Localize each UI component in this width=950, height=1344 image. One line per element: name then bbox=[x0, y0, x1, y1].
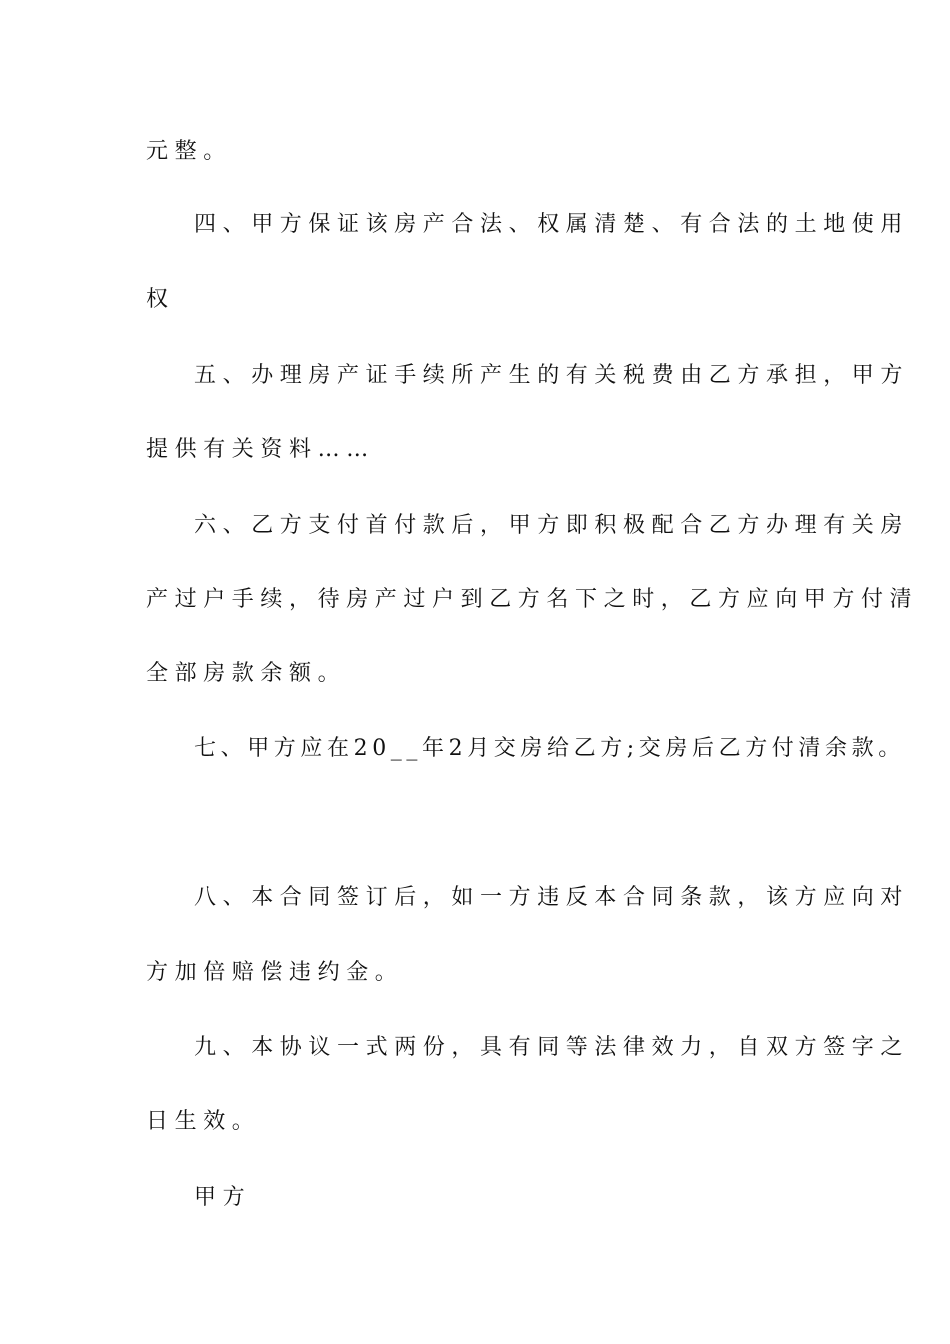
paragraph-line: 权 bbox=[146, 287, 175, 312]
paragraph-line: 五、办理房产证手续所产生的有关税费由乙方承担，甲方 bbox=[194, 363, 910, 388]
signature-label: 甲方 bbox=[194, 1185, 252, 1210]
paragraph-line: 全部房款余额。 bbox=[146, 661, 347, 686]
paragraph-line: 方加倍赔偿违约金。 bbox=[146, 960, 404, 985]
paragraph-line: 日生效。 bbox=[146, 1109, 261, 1134]
paragraph-line: 七、甲方应在20__年2月交房给乙方;交房后乙方付清余款。 bbox=[194, 736, 905, 761]
paragraph-line: 九、本协议一式两份，具有同等法律效力，自双方签字之 bbox=[194, 1035, 910, 1060]
paragraph-line: 元整。 bbox=[146, 139, 232, 164]
paragraph-line: 提供有关资料…… bbox=[146, 437, 375, 462]
paragraph-line: 四、甲方保证该房产合法、权属清楚、有合法的土地使用 bbox=[194, 212, 910, 237]
paragraph-line: 产过户手续，待房产过户到乙方名下之时，乙方应向甲方付清 bbox=[146, 587, 919, 612]
paragraph-line: 八、本合同签订后，如一方违反本合同条款，该方应向对 bbox=[194, 885, 910, 910]
paragraph-line: 六、乙方支付首付款后，甲方即积极配合乙方办理有关房 bbox=[194, 513, 910, 538]
